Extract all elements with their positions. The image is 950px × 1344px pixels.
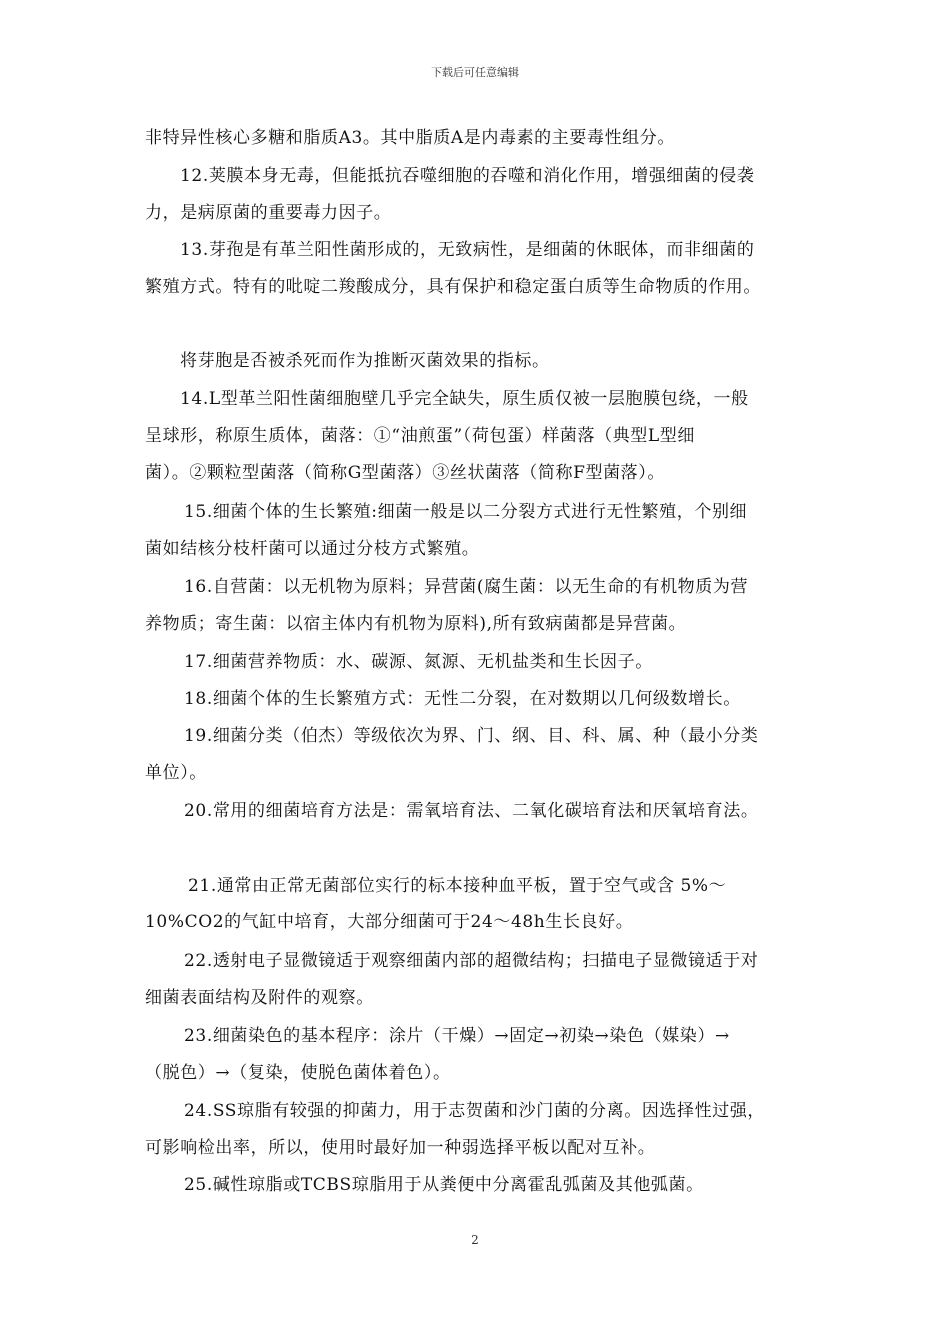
text-line: 15.细菌个体的生长繁殖:细菌一般是以二分裂方式进行无性繁殖，个别细 bbox=[184, 502, 748, 522]
text-line: （脱色）→（复染，使脱色菌体着色）。 bbox=[145, 1063, 451, 1083]
text-line: 21.通常由正常无菌部位实行的标本接种血平板，置于空气或含 5%～ bbox=[188, 876, 727, 896]
text-line: 力，是病原菌的重要毒力因子。 bbox=[145, 203, 392, 223]
text-line: 14.L型革兰阳性菌细胞壁几乎完全缺失，原生质仅被一层胞膜包绕，一般 bbox=[180, 389, 749, 409]
text-line: 23.细菌染色的基本程序：涂片（干燥）→固定→初染→染色（媒染）→ bbox=[184, 1026, 730, 1046]
text-line: 22.透射电子显微镜适于观察细菌内部的超微结构；扫描电子显微镜适于对 bbox=[184, 951, 759, 971]
text-line: 18.细菌个体的生长繁殖方式：无性二分裂，在对数期以几何级数增长。 bbox=[184, 689, 741, 709]
text-line: 呈球形，称原生质体，菌落：①“油煎蛋”（荷包蛋）样菌落（典型L型细 bbox=[145, 426, 695, 446]
text-line: 20.常用的细菌培育方法是：需氧培育法、二氧化碳培育法和厌氧培育法。 bbox=[184, 801, 759, 821]
text-line: 细菌表面结构及附件的观察。 bbox=[145, 988, 374, 1008]
text-line: 菌如结核分枝杆菌可以通过分枝方式繁殖。 bbox=[145, 539, 480, 559]
text-line: 25.碱性琼脂或TCBS琼脂用于从粪便中分离霍乱弧菌及其他弧菌。 bbox=[184, 1175, 704, 1195]
page-number: 2 bbox=[471, 1233, 479, 1247]
page-header-note: 下载后可任意编辑 bbox=[431, 66, 519, 79]
text-line: 单位）。 bbox=[145, 763, 207, 783]
text-line: 繁殖方式。特有的吡啶二羧酸成分，具有保护和稳定蛋白质等生命物质的作用。 bbox=[145, 277, 761, 297]
text-line: 16.自营菌：以无机物为原料；异营菌(腐生菌：以无生命的有机物质为营 bbox=[184, 577, 749, 597]
text-line: 13.芽孢是有革兰阳性菌形成的，无致病性，是细菌的休眠体，而非细菌的 bbox=[180, 240, 755, 260]
text-line: 12.荚膜本身无毒，但能抵抗吞噬细胞的吞噬和消化作用，增强细菌的侵袭 bbox=[180, 166, 755, 186]
text-line: 24.SS琼脂有较强的抑菌力，用于志贺菌和沙门菌的分离。因选择性过强， bbox=[184, 1101, 766, 1121]
text-line: 菌）。②颗粒型菌落（简称G型菌落）③丝状菌落（简称F型菌落）。 bbox=[145, 463, 665, 483]
text-line: 10%CO2的气缸中培育，大部分细菌可于24～48h生长良好。 bbox=[145, 912, 634, 932]
text-line: 将芽胞是否被杀死而作为推断灭菌效果的指标。 bbox=[180, 351, 550, 371]
text-line: 可影响检出率，所以，使用时最好加一种弱选择平板以配对互补。 bbox=[145, 1138, 656, 1158]
text-line: 17.细菌营养物质：水、碳源、氮源、无机盐类和生长因子。 bbox=[184, 652, 653, 672]
text-line: 非特异性核心多糖和脂质A3。其中脂质A是内毒素的主要毒性组分。 bbox=[145, 128, 675, 148]
text-line: 19.细菌分类（伯杰）等级依次为界、门、纲、目、科、属、种（最小分类 bbox=[184, 726, 759, 746]
text-line: 养物质；寄生菌：以宿主体内有机物为原料),所有致病菌都是异营菌。 bbox=[145, 614, 687, 634]
